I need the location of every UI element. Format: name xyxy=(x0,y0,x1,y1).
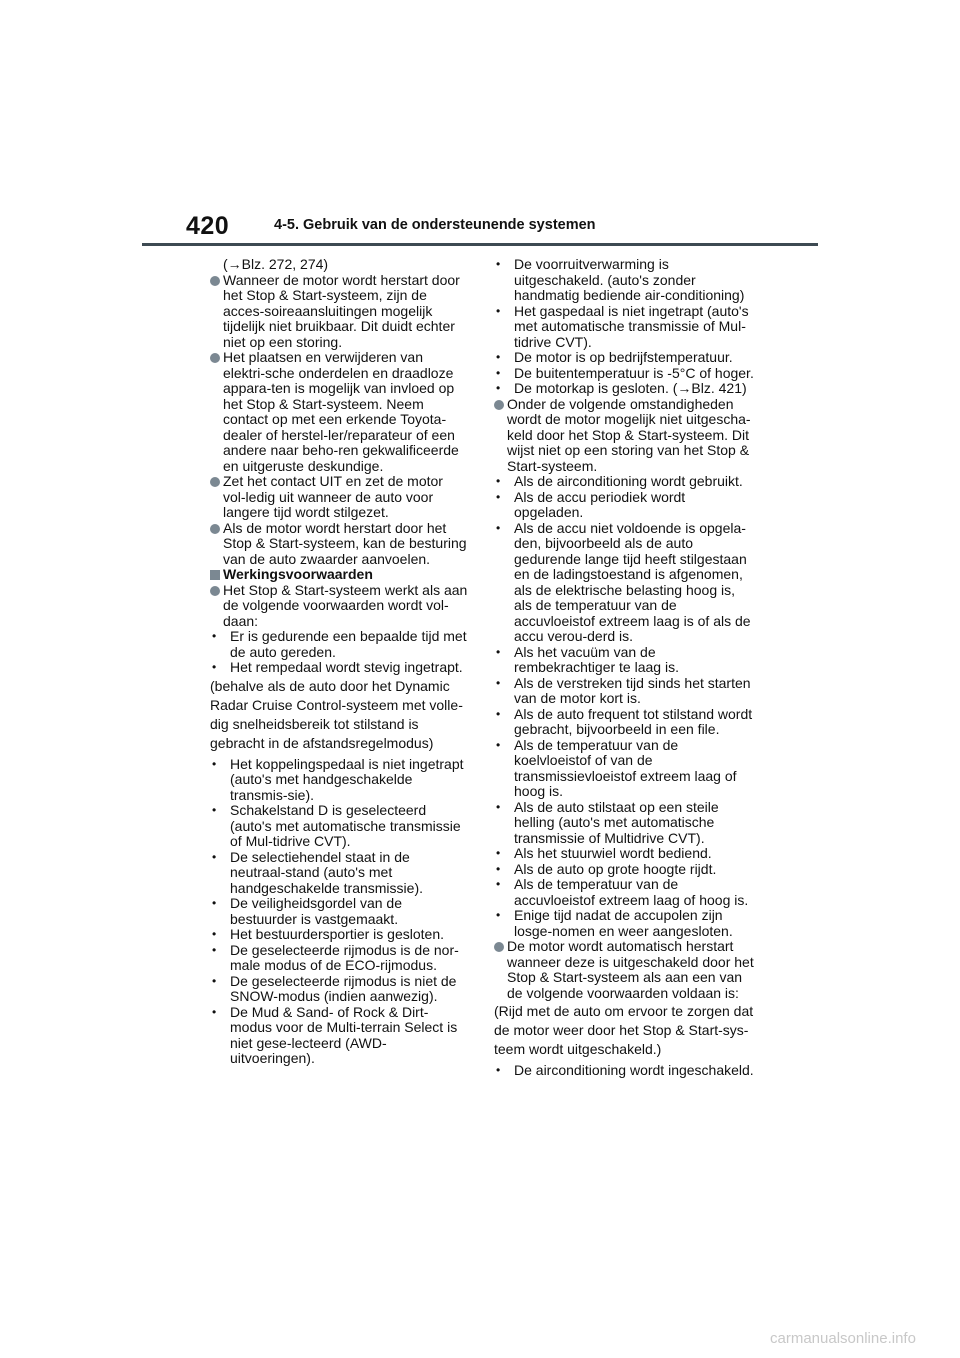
dot-bullet-item: • De geselecteerde rijmodus is de nor-male modus of de ECO-rijmodus. xyxy=(210,943,468,974)
header-rule xyxy=(142,243,818,246)
note-paragraph: (behalve als de auto door het Dynamic Radar Cruise Control-systeem met volle-dig snelheidsbereik tot stilstand is gebracht in de afstandsregelmodus) xyxy=(210,677,463,751)
dot-bullet-item: • Er is gedurende een bepaalde tijd met de auto gereden. xyxy=(210,629,468,660)
dot-bullet-item: • Als de accu periodiek wordt opgeladen. xyxy=(494,490,756,521)
dot-bullet-item: • Als de auto frequent tot stilstand wordt gebracht, bijvoorbeeld in een file. xyxy=(494,707,756,738)
dot-bullet-item: • De geselecteerde rijmodus is niet de SNOW-modus (indien aanwezig). xyxy=(210,974,468,1005)
circle-bullet-item: Zet het contact UIT en zet de motor vol-ledig uit wanneer de auto voor langere tijd wordt stilgezet. xyxy=(210,474,468,521)
circle-bullet-item: Het plaatsen en verwijderen van elektri-sche onderdelen en draadloze appara-ten is mogelijk van invloed op het Stop & Start-systeem. Neem contact op met een erkende Toyota-dealer of herstel-ler/reparateur of een andere naar beho-ren gekwalificeerde en uitgeruste deskundige. xyxy=(210,350,468,474)
dot-bullet-item: • Enige tijd nadat de accupolen zijn losge-nomen en weer aangesloten. xyxy=(494,908,756,939)
section-title: 4-5. Gebruik van de ondersteunende systemen xyxy=(274,217,596,233)
dot-bullet-item: • De buitentemperatuur is -5°C of hoger. xyxy=(494,366,756,382)
dot-bullet-item: • De voorruitverwarming is uitgeschakeld. (auto's zonder handmatig bediende air-conditioning) xyxy=(494,257,756,304)
dot-bullet-item: • De selectiehendel staat in de neutraal-stand (auto's met handgeschakelde transmissie). xyxy=(210,850,468,897)
dot-bullet-item: • Als het stuurwiel wordt bediend. xyxy=(494,846,756,862)
circle-bullet-item: De motor wordt automatisch herstart wanneer deze is uitgeschakeld door het Stop & Start-systeem als aan een van de volgende voorwaarden voldaan is: xyxy=(494,939,756,1001)
watermark-text: carmanualsonline.info xyxy=(770,1330,916,1347)
dot-bullet-item: • Schakelstand D is geselecteerd (auto's met automatische transmissie of Mul-tidrive CVT). xyxy=(210,803,468,850)
dot-bullet-item: • De veiligheidsgordel van de bestuurder is vastgemaakt. xyxy=(210,896,468,927)
paragraph: (→Blz. 272, 274) xyxy=(223,256,329,272)
circle-bullet-item: Wanneer de motor wordt herstart door het Stop & Start-systeem, zijn de acces-soireaansluitingen mogelijk tijdelijk niet bruikbaar. Dit duidt echter niet op een storing. xyxy=(210,273,468,351)
dot-bullet-item: • De motor is op bedrijfstemperatuur. xyxy=(494,350,756,366)
dot-bullet-item: • Als de accu niet voldoende is opgela-den, bijvoorbeeld als de auto gedurende lange tijd heeft stilgestaan en de ladingstoestand is afgenomen, als de elektrische belasting hoog is, als de temperatuur van de accuvloeistof extreem laag is of als de accu verou-derd is. xyxy=(494,521,756,645)
dot-bullet-item: • Het koppelingspedaal is niet ingetrapt (auto's met handgeschakelde transmis-sie). xyxy=(210,757,468,804)
dot-bullet-item: • Als de airconditioning wordt gebruikt. xyxy=(494,474,756,490)
subheading-conditions: Werkingsvoorwaarden xyxy=(210,567,468,583)
dot-bullet-item: • Het gaspedaal is niet ingetrapt (auto's met automatische transmissie of Mul-tidrive CVT). xyxy=(494,304,756,351)
dot-bullet-item: • De airconditioning wordt ingeschakeld. xyxy=(494,1063,756,1079)
dot-bullet-item: • Als de temperatuur van de koelvloeistof of van de transmissievloeistof extreem laag of hoog is. xyxy=(494,738,756,800)
left-column xyxy=(210,257,468,1067)
circle-bullet-item: Onder de volgende omstandigheden wordt de motor mogelijk niet uitgescha-keld door het Stop & Start-systeem. Dit wijst niet op een storing van het Stop & Start-systeem. xyxy=(494,397,756,475)
dot-bullet-item: • Als de auto op grote hoogte rijdt. xyxy=(494,862,756,878)
dot-bullet-item: • Als de verstreken tijd sinds het starten van de motor kort is. xyxy=(494,676,756,707)
right-column xyxy=(494,257,756,1079)
dot-bullet-item: • Als de temperatuur van de accuvloeistof extreem laag of hoog is. xyxy=(494,877,756,908)
dot-bullet-item: • Het bestuurdersportier is gesloten. xyxy=(210,927,468,943)
dot-bullet-item: • Het rempedaal wordt stevig ingetrapt. xyxy=(210,660,468,676)
page-number: 420 xyxy=(186,212,230,240)
circle-bullet-item: Als de motor wordt herstart door het Stop & Start-systeem, kan de besturing van de auto zwaarder aanvoelen. xyxy=(210,521,468,568)
circle-bullet-item: Het Stop & Start-systeem werkt als aan de volgende voorwaarden wordt vol-daan: xyxy=(210,583,468,630)
dot-bullet-item: • Als het vacuüm van de rembekrachtiger te laag is. xyxy=(494,645,756,676)
note-paragraph: (Rijd met de auto om ervoor te zorgen dat de motor weer door het Stop & Start-sys-teem wordt uitgeschakeld.) xyxy=(494,1003,754,1057)
dot-bullet-item: • De Mud & Sand- of Rock & Dirt-modus voor de Multi-terrain Select is niet gese-lecteerd (AWD-uitvoeringen). xyxy=(210,1005,468,1067)
dot-bullet-item: • De motorkap is gesloten. (→Blz. 421) xyxy=(494,381,756,397)
dot-bullet-item: • Als de auto stilstaat op een steile helling (auto's met automatische transmissie of Multidrive CVT). xyxy=(494,800,756,847)
